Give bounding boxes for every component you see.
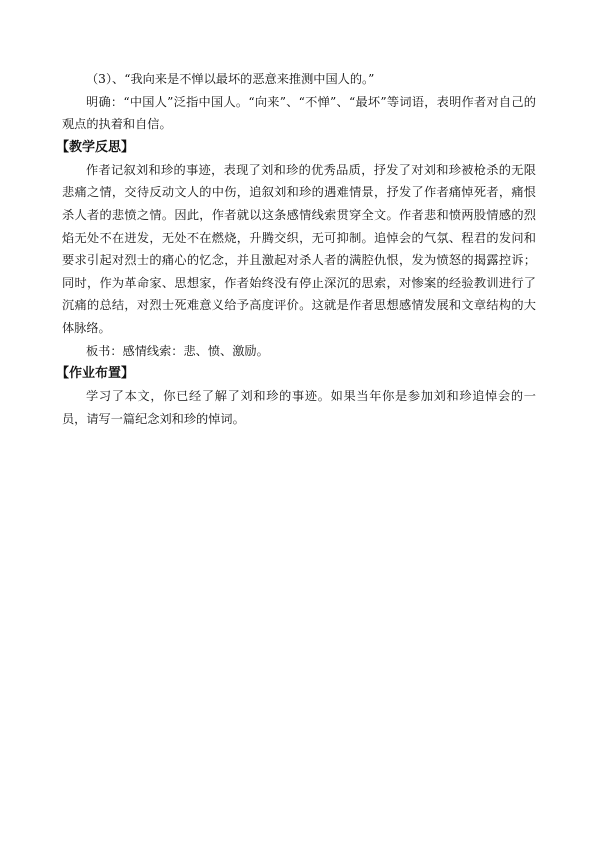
homework-heading: 【作业布置】	[56, 366, 135, 382]
document-content	[56, 68, 536, 430]
homework-paragraph: 学习了本文，你已经了解了刘和珍的事迹。如果当年你是参加刘和珍追悼会的一员，请写一篇纪念刘和珍的悼词。	[62, 389, 536, 426]
reflection-heading: 【教学反思】	[56, 139, 135, 155]
quote-item: （3）、“我向来是不惮以最坏的恶意来推测中国人的。”	[86, 72, 375, 86]
reflection-paragraph: 作者记叙刘和珍的事迹，表现了刘和珍的优秀品质，抒发了对刘和珍被枪杀的无限悲痛之情，交待反动文人的中伤，追叙刘和珍的遇难情景，抒发了作者痛悼死者，痛恨杀人者的悲愤之情。因此，作者就以这条感情线索贯穿全文。作者悲和愤两股情感的烈焰无处不在迸发，无处不在燃烧，升腾交织，无可抑制。追悼会的气氛、程君的发问和要求引起对烈士的痛心的忆念，并且激起对杀人者的满腔仇恨，发为愤怒的揭露控诉；同时，作为革命家、思想家，作者始终没有停止深沉的思索，对惨案的经验教训进行了沉痛的总结，对烈士死难意义给予高度评价。这就是作者思想感情发展和文章结构的大体脉络。	[62, 162, 536, 335]
blackboard-paragraph: 板书：感情线索：悲、愤、激励。	[86, 343, 269, 358]
clarify-paragraph: 明确：“中国人”泛指中国人。“向来”、“不惮”、“最坏”等词语，表明作者对自己的观点的执着和自信。	[62, 94, 536, 132]
